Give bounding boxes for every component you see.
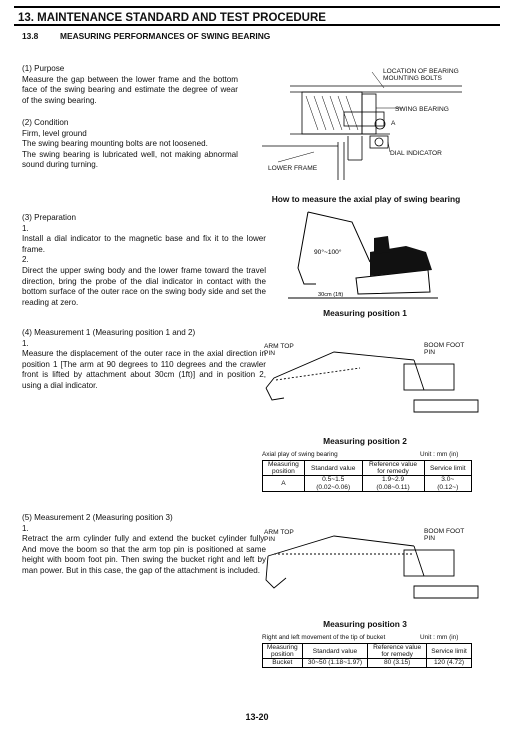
boom-foot-pin-line-2: PIN <box>424 349 435 357</box>
preparation-block <box>22 213 266 308</box>
bucket-movement-table <box>262 643 472 668</box>
arm-top-pin-line-2: PIN <box>264 350 275 358</box>
boom-foot-pin-line-1: BOOM FOOT <box>424 342 465 349</box>
table1-col-standard: Standard value <box>304 461 362 476</box>
arm-top-pin-line-1: ARM TOP <box>264 343 294 350</box>
table1-lim-in: (0.12~) <box>437 483 459 491</box>
measurement2-block <box>22 513 266 577</box>
table1-position: A <box>263 476 305 491</box>
table1-unit: Unit : mm (in) <box>420 451 459 458</box>
measurement2-heading: (5) Measurement 2 (Measuring position 3) <box>22 513 173 522</box>
table1-h1b: position <box>272 468 295 476</box>
table2-h1b: position <box>270 651 294 659</box>
condition-line-1: Firm, level ground <box>22 128 87 138</box>
dial-indicator-label: DIAL INDICATOR <box>390 150 442 157</box>
table2-h1a: Measuring <box>266 644 298 651</box>
condition-heading: (2) Condition <box>22 118 69 127</box>
table1-col-reference <box>362 461 424 476</box>
boom-foot-pin-label-2 <box>424 342 464 357</box>
table2-limit: 120 (4.72) <box>427 659 472 667</box>
boom-foot-pin-line-1: BOOM FOOT <box>424 528 465 535</box>
figure3-caption: Measuring position 2 <box>323 436 407 446</box>
arm-top-pin-line-1: ARM TOP <box>264 529 294 536</box>
chapter-header: 13. MAINTENANCE STANDARD AND TEST PROCEDURE <box>14 6 500 26</box>
lower-frame-label: LOWER FRAME <box>268 165 318 172</box>
table2-col-limit: Service limit <box>427 644 472 659</box>
measurement1-step-number: 1. <box>22 338 29 348</box>
purpose-heading: (1) Purpose <box>22 64 65 73</box>
table1-lim-mm: 3.0~ <box>441 476 455 484</box>
table1-ref-mm: 1.9~2.9 <box>381 476 405 484</box>
figure1-caption: How to measure the axial play of swing bearing <box>271 194 461 204</box>
bolts-label-line-2: MOUNTING BOLTS <box>383 75 442 83</box>
arm-top-pin-line-2: PIN <box>264 536 275 544</box>
swing-bearing-label: SWING BEARING <box>395 106 449 113</box>
section-number: 13.8 <box>22 31 39 41</box>
table1-h3b: for remedy <box>377 468 409 476</box>
arm-top-pin-label-3 <box>264 529 294 544</box>
figure4-caption: Measuring position 3 <box>323 619 407 629</box>
table1-col-limit: Service limit <box>424 461 471 476</box>
preparation-step-1-text: Install a dial indicator to the magnetic base and fix it to the lower frame. <box>22 234 266 254</box>
condition-block <box>22 118 238 171</box>
boom-foot-pin-line-2: PIN <box>424 535 435 543</box>
preparation-step-1-number: 1. <box>22 223 29 233</box>
arm-top-pin-label-2 <box>264 343 294 358</box>
table1-header-row <box>263 461 472 476</box>
measurement1-block <box>22 328 266 392</box>
table2-title: Right and left movement of the tip of bucket <box>262 634 386 641</box>
table1-reference <box>362 476 424 491</box>
preparation-heading: (3) Preparation <box>22 213 76 222</box>
preparation-step-2-text: Direct the upper swing body and the lower frame toward the travel direction, bring the probe of the dial indicator in contact with the bottom surface of the outer race on the swing body side and set the reading at zero. <box>22 265 266 307</box>
table2-unit: Unit : mm (in) <box>420 634 459 641</box>
table1-h1a: Measuring <box>268 461 299 468</box>
measurement2-step-text: Retract the arm cylinder fully and extend the bucket cylinder fully. And move the boom so that the arm top pin is positioned at same height with boom foot pin. Then swing the bucket right and left by man power. But in this case, the gap of the attachment is included. <box>22 534 266 575</box>
table2-standard: 30~50 (1.18~1.97) <box>302 659 368 667</box>
measuring-position-1-diagram <box>278 208 448 304</box>
boom-foot-pin-label-3 <box>424 528 464 543</box>
section-title <box>22 31 270 41</box>
table2-col-reference <box>368 644 427 659</box>
measurement1-step-text: Measure the displacement of the outer race in the axial direction in position 1 [The arm at 90 degrees to 110 degrees and the crawler front is lifted by attachment about 30cm (1ft)] and in position 2, using a dial indicator. <box>22 349 266 390</box>
preparation-step-2-number: 2. <box>22 255 29 265</box>
purpose-text: Measure the gap between the lower frame and the bottom face of the swing bearing and estimate the degree of wear of the swing bearing. <box>22 74 238 105</box>
table1-col-position <box>263 461 305 476</box>
bolts-label <box>383 68 459 83</box>
lift-label: 30cm (1ft) <box>318 292 344 298</box>
bolts-label-line-1: LOCATION OF BEARING <box>383 68 459 75</box>
page-number: 13-20 <box>245 712 269 722</box>
table1-limit <box>424 476 471 491</box>
table2-h3a: Reference value <box>373 644 422 651</box>
table2-position: Bucket <box>263 659 303 667</box>
table2-header-row <box>263 644 472 659</box>
axial-play-table <box>262 460 472 492</box>
table1-row <box>263 476 472 491</box>
table1-title: Axial play of swing bearing <box>262 451 338 458</box>
table1-ref-in: (0.08~0.11) <box>376 483 410 491</box>
angle-label: 90°~100° <box>314 249 342 256</box>
figure2-caption: Measuring position 1 <box>323 308 407 318</box>
table2-col-standard: Standard value <box>302 644 368 659</box>
table2-h3b: for remedy <box>381 651 413 659</box>
table2-reference: 80 (3.15) <box>368 659 427 667</box>
table1-std-mm: 0.5~1.5 <box>322 476 345 484</box>
table2-row <box>263 659 472 667</box>
measurement1-heading: (4) Measurement 1 (Measuring position 1 and 2) <box>22 328 196 337</box>
condition-line-3: The swing bearing is lubricated well, not making abnormal sound during turning. <box>22 149 238 170</box>
condition-line-2: The swing bearing mounting bolts are not loosened. <box>22 139 208 149</box>
purpose-block <box>22 64 238 106</box>
table1-std-in: (0.02~0.06) <box>316 483 351 491</box>
table1-standard <box>304 476 362 491</box>
section-name: MEASURING PERFORMANCES OF SWING BEARING <box>60 31 271 41</box>
point-a-label: A <box>391 120 396 127</box>
table2-col-position <box>263 644 303 659</box>
measurement2-step-number: 1. <box>22 523 29 533</box>
table1-h3a: Reference value <box>369 461 418 468</box>
